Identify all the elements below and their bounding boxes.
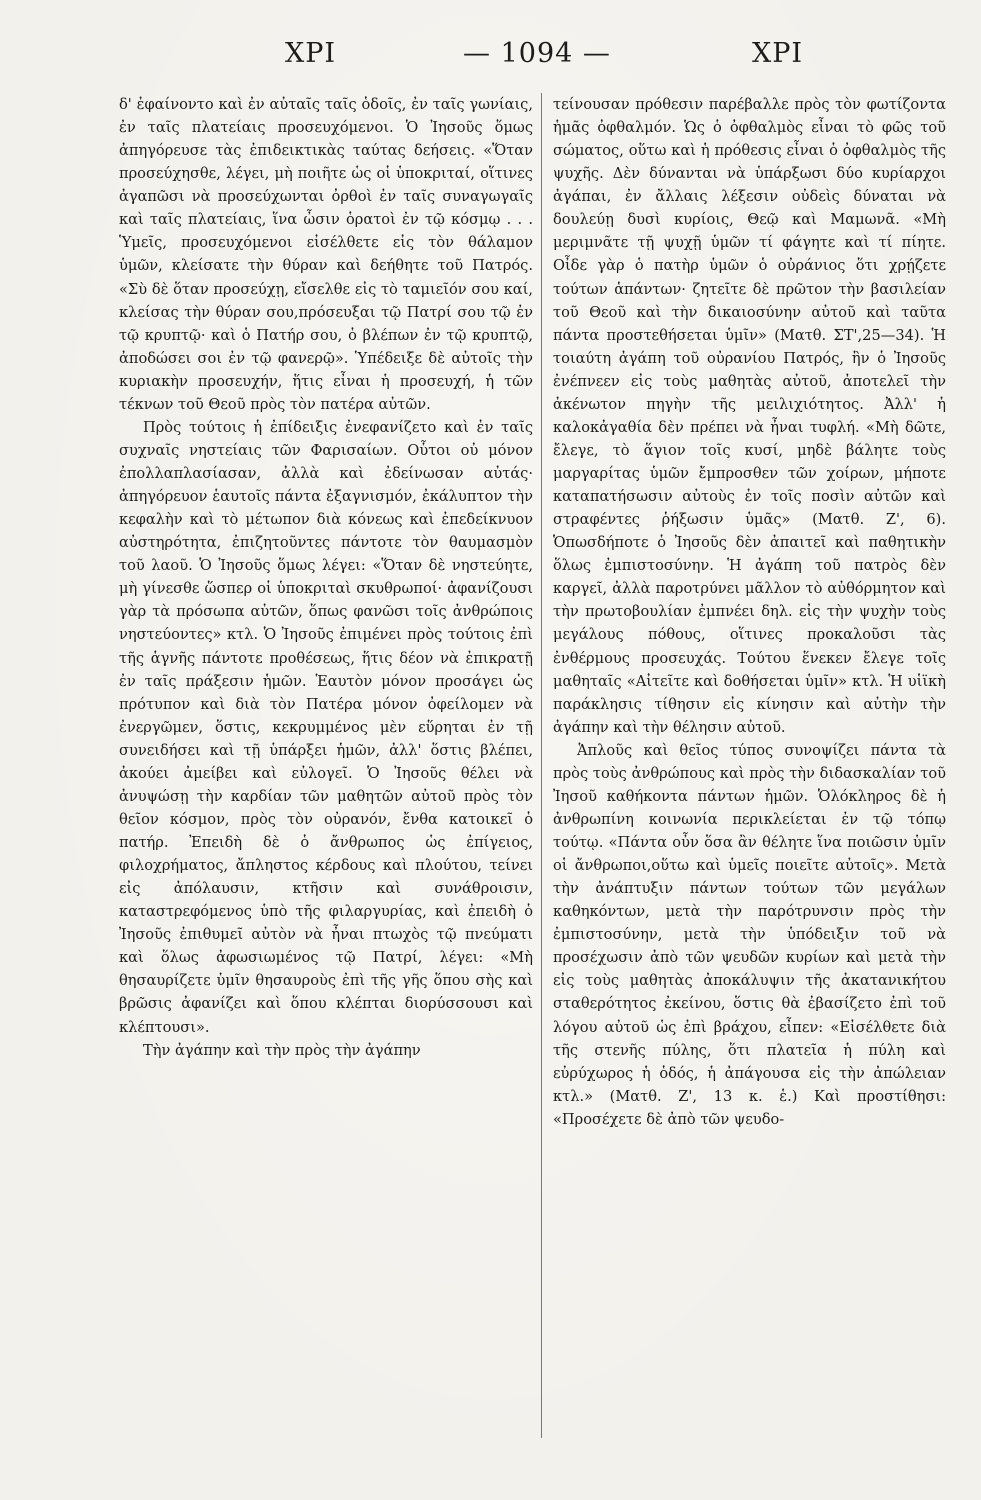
right-column (553, 93, 946, 1463)
left-paragraph-3: Τὴν ἀγάπην καὶ τὴν πρὸς τὴν ἀγάπην (143, 1041, 421, 1059)
left-paragraph-2: Πρὸς τούτοις ἡ ἐπίδειξις ἐνεφανίζετο καὶ ἐν ταῖς συχναῖς νηστείαις τῶν Φαρισαίων. Οὗτοι οὐ μόνον ἐπολλαπλασίασαν, ἀλλὰ καὶ ἐδείνωσαν αὐτάς· ἀπηγόρευον ἑαυτοῖς πάντα ἐξαγνισμόν, ἐκάλυπτον τὴν κεφαλὴν καὶ τὸ μέτωπον διὰ κόνεως καὶ ἐπεδείκνυον αὐστηρότητα, ἐπιζητοῦντες πάντοτε τὸν θαυμασμὸν τοῦ λαοῦ. Ὁ Ἰησοῦς ὅμως λέγει: «Ὅταν δὲ νηστεύητε, μὴ γίνεσθε ὥσπερ οἱ ὑποκριταὶ σκυθρωποί· ἀφανίζουσι γὰρ τὰ πρόσωπα αὐτῶν, ὅπως φανῶσι τοῖς ἀνθρώποις νηστεύοντες» κτλ. Ὁ Ἰησοῦς ἐπιμένει πρὸς τούτοις ἐπὶ τῆς ἁγνῆς πάντοτε προθέσεως, ἥτις δέον νὰ ἐπικρατῇ ἐν ταῖς πράξεσιν ἡμῶν. Ἑαυτὸν μόνον προσάγει ὡς πρότυπον καὶ διὰ τὸν Πατέρα μόνον ὀφείλομεν νὰ ἐνεργῶμεν, ὅστις, κεκρυμμένος μὲν εὕρηται ἐν τῇ συνειδήσει καὶ τῇ ὑπάρξει ἡμῶν, ἀλλ' ὅστις βλέπει, ἀκούει ἀμείβει καὶ εὐλογεῖ. Ὁ Ἰησοῦς θέλει νὰ ἀνυψώσῃ τὴν καρδίαν τῶν μαθητῶν αὐτοῦ πρὸς τὸν θεῖον κόσμον, πρὸς τὸν οὐρανόν, ἔνθα κατοικεῖ ὁ πατήρ. Ἐπειδὴ δὲ ὁ ἄνθρωπος ὡς ἐπίγειος, φιλοχρήματος, ἄπληστος κέρδους καὶ πλούτου, τείνει εἰς ἀπόλαυσιν, κτῆσιν καὶ συνάθροισιν, καταστρεφόμενος ὑπὸ τῆς φιλαργυρίας, καὶ ἐπειδὴ ὁ Ἰησοῦς ἐπιθυμεῖ αὐτὸν νὰ ἦναι πτωχὸς τῷ πνεύματι καὶ ὅλως ἀφωσιωμένος τῷ Πατρί, λέγει: «Μὴ θησαυρίζετε ὑμῖν θησαυροὺς ἐπὶ τῆς γῆς ὅπου σὴς καὶ βρῶσις ἀφανίζει καὶ ὅπου κλέπται διορύσσουσι καὶ κλέπτουσι». (119, 418, 533, 1036)
right-paragraph-2: Ἁπλοῦς καὶ θεῖος τύπος συνοψίζει πάντα τὰ πρὸς τοὺς ἀνθρώπους καὶ πρὸς τὴν διδασκαλίαν τοῦ Ἰησοῦ καθήκοντα πάντων ἡμῶν. Ὁλόκληρος δὲ ἡ ἀνθρωπίνη κοινωνία περικλείεται ἐν τῷ τόπῳ τούτῳ. «Πάντα οὖν ὅσα ἂν θέλητε ἵνα ποιῶσιν ὑμῖν οἱ ἄνθρωποι,οὕτω καὶ ὑμεῖς ποιεῖτε αὐτοῖς». Μετὰ τὴν ἀνάπτυξιν πάντων τούτων τῶν μεγάλων καθηκόντων, μετὰ τὴν παρότρυνσιν πρὸς τὴν ἐμπιστοσύνην, μετὰ τὴν ὑπόδειξιν τοῦ νὰ προσέχωσιν ἀπὸ τῶν ψευδῶν κυρίων καὶ μετὰ τὴν εἰς τοὺς μαθητὰς ἀποκάλυψιν τῆς ἀκατανικήτου σταθερότητος ἐκείνου, ὅστις θὰ ἐβασίζετο ἐπὶ τοῦ λόγου αὐτοῦ ὡς ἐπὶ βράχου, εἶπεν: «Εἰσέλθετε διὰ τῆς στενῆς πύλης, ὅτι πλατεῖα ἡ πύλη καὶ εὐρύχωρος ἡ ὁδός, ἡ ἀπάγουσα εἰς τὴν ἀπώλειαν κτλ.» (Ματθ. Ζ', 13 κ. ἑ.) Καὶ προστίθησι: «Προσέχετε δὲ ἀπὸ τῶν ψευδο- (553, 741, 946, 1128)
left-column (119, 93, 533, 1463)
header-left-keyword: ΧΡΙ (285, 38, 337, 69)
running-header (120, 38, 820, 78)
page-number: — 1094 — (463, 38, 611, 69)
header-right-keyword: ΧΡΙ (752, 38, 804, 69)
column-divider (541, 93, 542, 1438)
left-paragraph-1: δ' ἐφαίνοντο καὶ ἐν αὐταῖς ταῖς ὁδοῖς, ἐν ταῖς γωνίαις, ἐν ταῖς πλατείαις προσευχόμενοι. Ὁ Ἰησοῦς ὅμως ἀπηγόρευσε τὰς ἐπιδεικτικὰς ταύτας δεήσεις. «Ὅταν προσεύχησθε, λέγει, μὴ ποιῆτε ὡς οἱ ὑποκριταί, οἵτινες ἀγαπῶσι νὰ προσεύχωνται ὀρθοὶ ἐν ταῖς συναγωγαῖς καὶ ταῖς πλατείαις, ἵνα ὦσιν ὁρατοὶ ἐν τῷ κόσμῳ . . . Ὑμεῖς, προσευχόμενοι εἰσέλθετε εἰς τὸν θάλαμον ὑμῶν, κλείσατε τὴν θύραν καὶ δεήθητε τοῦ Πατρός. «Σὺ δὲ ὅταν προσεύχῃ, εἴσελθε εἰς τὸ ταμιεῖόν σου καί, κλείσας τὴν θύραν σου,πρόσευξαι τῷ Πατρί σου τῷ ἐν τῷ κρυπτῷ· καὶ ὁ Πατήρ σου, ὁ βλέπων ἐν τῷ κρυπτῷ, ἀποδώσει σοι ἐν τῷ φανερῷ». Ὑπέδειξε δὲ αὐτοῖς τὴν κυριακὴν προσευχήν, ἥτις εἶναι ἡ προσευχή, ἡ τῶν τέκνων τοῦ Θεοῦ πρὸς τὸν πατέρα αὐτῶν. (119, 96, 533, 413)
right-paragraph-1: τείνουσαν πρόθεσιν παρέβαλλε πρὸς τὸν φωτίζοντα ἡμᾶς ὀφθαλμόν. Ὡς ὁ ὀφθαλμὸς εἶναι τὸ φῶς τοῦ σώματος, οὕτω καὶ ἡ πρόθεσις εἶναι ὁ ὀφθαλμὸς τῆς ψυχῆς. Δὲν δύνανται νὰ ὑπάρξωσι δύο κυρίαρχοι ἀγάπαι, ἐν ἄλλαις λέξεσιν οὐδεὶς δύναται νὰ δουλεύῃ δυσὶ κυρίοις, Θεῷ καὶ Μαμωνᾶ. «Μὴ μεριμνᾶτε τῇ ψυχῇ ὑμῶν τί φάγητε καὶ τί πίητε. Οἶδε γὰρ ὁ πατὴρ ὑμῶν ὁ οὐράνιος ὅτι χρῄζετε τούτων ἁπάντων· ζητεῖτε δὲ πρῶτον τὴν βασιλείαν τοῦ Θεοῦ καὶ τὴν δικαιοσύνην αὐτοῦ καὶ ταῦτα πάντα προστεθήσεται ὑμῖν» (Ματθ. ΣΤ',25—34). Ἡ τοιαύτη ἀγάπη τοῦ οὐρανίου Πατρός, ἣν ὁ Ἰησοῦς ἐνέπνεεν εἰς τοὺς μαθητὰς αὐτοῦ, ἀποτελεῖ τὴν ἀκένωτον πηγὴν τῆς μειλιχιότητος. Ἀλλ' ἡ καλοκἀγαθία δὲν πρέπει νὰ ἦναι τυφλή. «Μὴ δῶτε, ἔλεγε, τὸ ἅγιον τοῖς κυσί, μηδὲ βάλητε τοὺς μαργαρίτας ὑμῶν ἔμπροσθεν τῶν χοίρων, μήποτε καταπατήσωσιν αὐτοὺς ἐν τοῖς ποσὶν αὐτῶν καὶ στραφέντες ῥήξωσιν ὑμᾶς» (Ματθ. Ζ', 6). Ὁπωσδήποτε ὁ Ἰησοῦς δὲν ἀπαιτεῖ καὶ παθητικὴν ὅλως ἐμπιστοσύνην. Ἡ ἀγάπη τοῦ πατρὸς δὲν καργεῖ, ἀλλὰ παροτρύνει μᾶλλον τὸ αὐθόρμητον καὶ τὴν πρωτοβουλίαν ἐμπνέει δηλ. εἰς τὴν ψυχὴν τοὺς μεγάλους πόθους, οἵτινες προκαλοῦσι τὰς ἐνθέρμους προσευχάς. Τούτου ἕνεκεν ἔλεγε τοῖς μαθηταῖς «Αἰτεῖτε καὶ δοθήσεται ὑμῖν» κτλ. Ἡ υἱϊκὴ παράκλησις τίθησιν εἰς κίνησιν καὶ αὐτὴν τὴν ἀγάπην καὶ τὴν θέλησιν αὐτοῦ. (553, 96, 946, 736)
